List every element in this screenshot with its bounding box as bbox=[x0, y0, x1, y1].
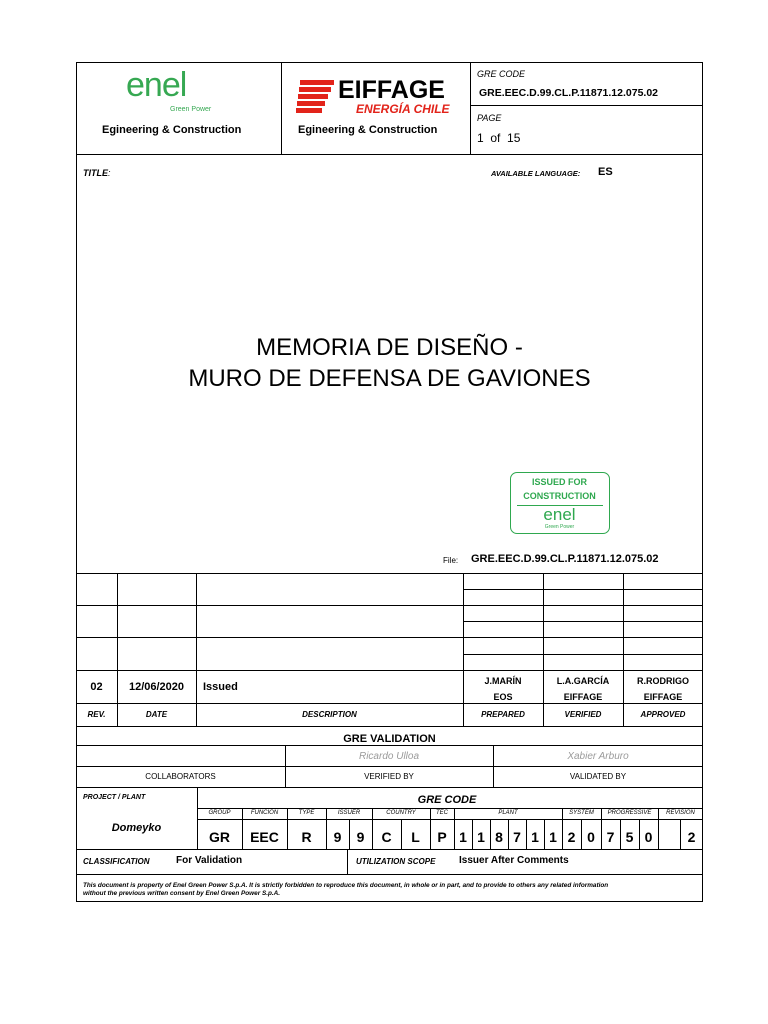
page-value: 1 of 15 bbox=[477, 131, 521, 145]
utilization-scope-value: Issuer After Comments bbox=[459, 855, 569, 866]
file-value: GRE.EEC.D.99.CL.P.11871.12.075.02 bbox=[471, 553, 659, 565]
language-value: ES bbox=[598, 166, 613, 178]
code-char: 0 bbox=[587, 829, 595, 845]
header-description: DESCRIPTION bbox=[302, 710, 357, 719]
validated-person: Xabier Arburo bbox=[567, 751, 629, 762]
header-rev: REV. bbox=[87, 710, 106, 719]
header-verified: VERIFIED bbox=[564, 710, 602, 719]
validated-by-label: VALIDATED BY bbox=[569, 772, 627, 781]
field-country: COUNTRY bbox=[386, 810, 416, 816]
prepared-name: J.MARÍN bbox=[484, 676, 522, 686]
eiffage-logo: EIFFAGE ENERGÍA CHILE bbox=[296, 78, 456, 118]
field-progressive: PROGRESSIVE bbox=[607, 810, 652, 816]
code-char: 0 bbox=[644, 829, 653, 845]
gre-validation-title: GRE VALIDATION bbox=[343, 733, 436, 745]
code-char: GR bbox=[209, 829, 230, 845]
code-char: 1 bbox=[459, 829, 467, 845]
gre-code-label: GRE CODE bbox=[477, 69, 526, 79]
header-prepared: PREPARED bbox=[481, 710, 525, 719]
code-char: C bbox=[381, 829, 392, 845]
field-funcion: FUNCION bbox=[250, 810, 279, 816]
code-char: 1 bbox=[477, 829, 485, 845]
left-caption: Egineering & Construction bbox=[102, 124, 242, 136]
header-approved: APPROVED bbox=[640, 710, 686, 719]
field-issuer: ISSUER bbox=[337, 810, 361, 816]
revision-number: 02 bbox=[90, 681, 103, 693]
code-char: 7 bbox=[513, 829, 521, 845]
code-char: 9 bbox=[356, 829, 365, 845]
page-label: PAGE bbox=[477, 113, 502, 123]
approved-org: EIFFAGE bbox=[643, 692, 683, 702]
field-group: GROUP bbox=[208, 810, 231, 816]
code-char: 9 bbox=[333, 829, 342, 845]
code-char: EEC bbox=[250, 829, 279, 845]
classification-label: CLASSIFICATION bbox=[83, 857, 150, 866]
revision-description: Issued bbox=[203, 681, 238, 693]
classification-value: For Validation bbox=[176, 855, 243, 866]
verified-by-label: VERIFIED BY bbox=[364, 772, 414, 781]
code-char: 7 bbox=[606, 829, 615, 845]
gre-code-title: GRE CODE bbox=[417, 794, 477, 806]
document-title-line2: MURO DE DEFENSA DE GAVIONES bbox=[188, 365, 591, 392]
code-char: 2 bbox=[687, 829, 696, 845]
title-label: TITLE: bbox=[83, 168, 111, 178]
code-char: 2 bbox=[567, 829, 576, 845]
verified-person: Ricardo Ulloa bbox=[358, 751, 420, 762]
code-char: P bbox=[437, 829, 447, 845]
code-char: 1 bbox=[549, 829, 557, 845]
approved-name: R.RODRIGO bbox=[636, 676, 689, 686]
code-char: 1 bbox=[531, 829, 539, 845]
prepared-org: EOS bbox=[493, 692, 513, 702]
header-date: DATE bbox=[145, 710, 168, 719]
field-revision: REVISION bbox=[666, 810, 695, 816]
collaborators-label: COLLABORATORS bbox=[145, 772, 216, 781]
verified-name: L.A.GARCÍA bbox=[556, 676, 610, 686]
project-value: Domeyko bbox=[111, 822, 162, 834]
language-label: AVAILABLE LANGUAGE: bbox=[491, 169, 581, 178]
code-char: 8 bbox=[495, 829, 503, 845]
code-char: R bbox=[301, 829, 312, 845]
utilization-scope-label: UTILIZATION SCOPE bbox=[356, 857, 436, 866]
project-label: PROJECT / PLANT bbox=[83, 794, 146, 801]
issued-for-construction-stamp: ISSUED FOR CONSTRUCTION enel Green Power bbox=[510, 472, 610, 534]
footer-line1: This document is property of Enel Green Power S.p.A. It is strictly forbidden to reproduce this document, in whole or in part, and to provide to others any related information bbox=[83, 882, 609, 889]
document-title-line1: MEMORIA DE DISEÑO - bbox=[256, 334, 523, 361]
revision-date: 12/06/2020 bbox=[128, 681, 185, 693]
field-plant: PLANT bbox=[498, 810, 518, 816]
mid-caption: Egineering & Construction bbox=[298, 124, 438, 136]
field-type: TYPE bbox=[298, 810, 315, 816]
field-system: SYSTEM bbox=[569, 810, 594, 816]
field-tec: TEC bbox=[436, 810, 448, 816]
code-char: 5 bbox=[625, 829, 634, 845]
footer-line2: without the previous written consent by Enel Green Power S.p.A. bbox=[83, 890, 281, 897]
code-char: L bbox=[411, 829, 420, 845]
gre-code-value: GRE.EEC.D.99.CL.P.11871.12.075.02 bbox=[479, 87, 659, 99]
verified-org: EIFFAGE bbox=[563, 692, 603, 702]
file-label: File: bbox=[443, 556, 459, 565]
eiffage-mark-icon bbox=[296, 78, 336, 114]
code-char bbox=[658, 826, 680, 848]
enel-logo: enel Green Power bbox=[126, 66, 212, 113]
